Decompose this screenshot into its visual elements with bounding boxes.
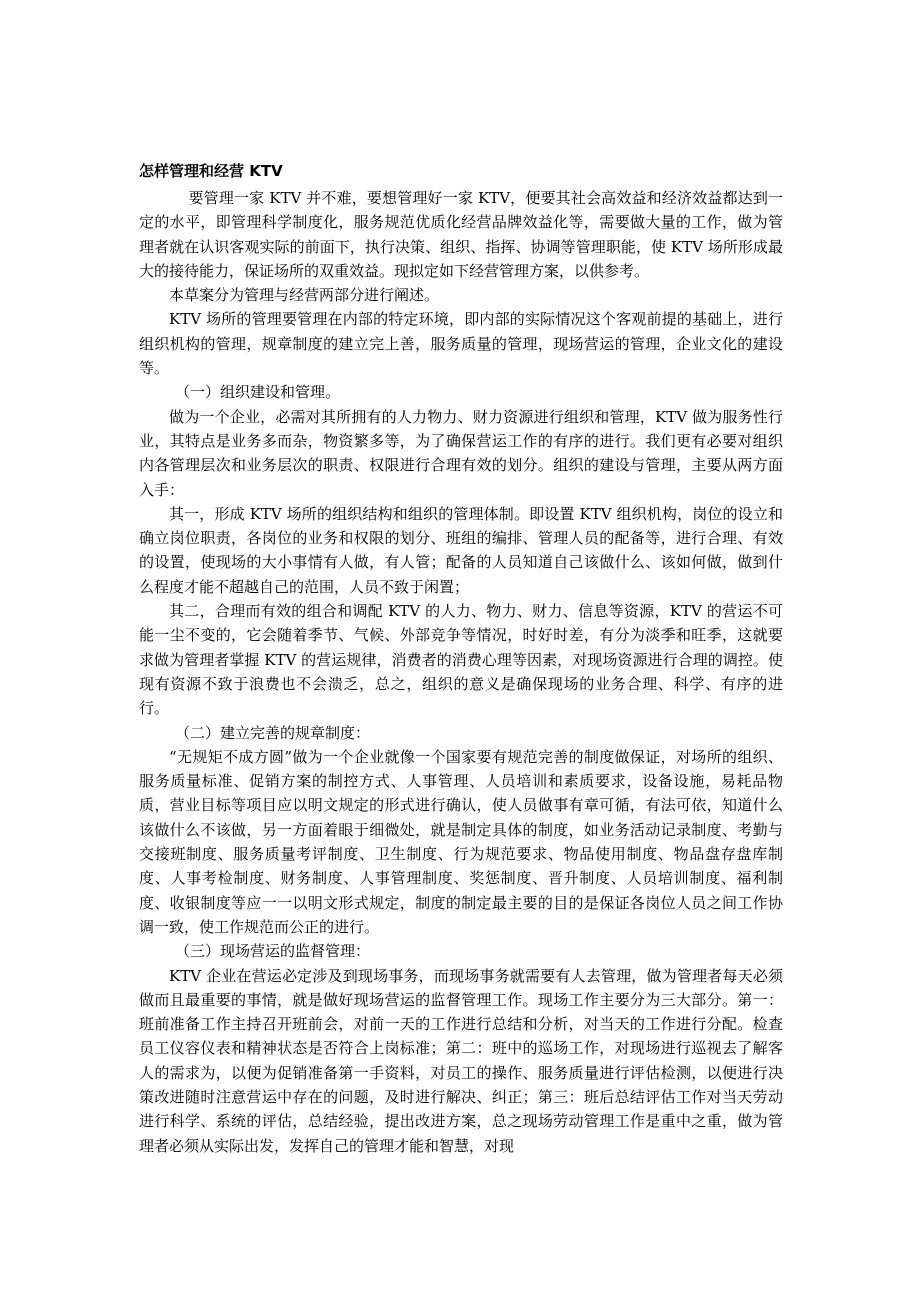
document-page [139, 160, 783, 1158]
paragraph-first-point: 其一，形成 KTV 场所的组织结构和组织的管理体制。即设置 KTV 组织机构，岗位的设立和确立岗位职责，各岗位的业务和权限的划分、班组的编排、管理人员的配备等，进行合理、有效的设置，使现场的大小事情有人做，有人管；配备的人员知道自己该做什么、该如何做，做到什么程度才能不超越自己的范围，人员不致于闲置； [139, 504, 783, 596]
section-heading-supervision: （三）现场营运的监督管理： [175, 942, 371, 961]
section-heading-organization: （一）组织建设和管理。 [175, 383, 341, 402]
paragraph-rules: “无规矩不成方圆”做为一个企业就像一个国家要有规范完善的制度做保证，对场所的组织、服务质量标准、促销方案的制控方式、人事管理、人员培训和素质要求，设备设施，易耗品物质，营业目标等项目应以明文规定的形式进行确认，使人员做事有章可循，有法可依，知道什么该做什么不该做，另一方面着眼于细微处，就是制定具体的制度，如业务活动记录制度、考勤与交接班制度、服务质量考评制度、卫生制度、行为规范要求、物品使用制度、物品盘存盘库制度、人事考检制度、财务制度、人事管理制度、奖惩制度、晋升制度、人员培训制度、福利制度、收银制度等应一一以明文形式规定，制度的制定最主要的目的是保证各岗位人员之间工作协调一致，使工作规范而公正的进行。 [139, 747, 783, 936]
paragraph-supervision: KTV 企业在营运必定涉及到现场事务，而现场事务就需要有人去管理，做为管理者每天必须做而且最重要的事情，就是做好现场营运的监督管理工作。现场工作主要分为三大部分。第一：班前准备工作主持召开班前会，对前一天的工作进行总结和分析，对当天的工作进行分配。检查员工仪容仪表和精神状态是否符合上岗标准；第二：班中的巡场工作，对现场进行巡视去了解客人的需求为，以便为促销准备第一手资料，对员工的操作、服务质量进行评估检测，以便进行决策改进随时注意营运中存在的问题，及时进行解决、纠正；第三：班后总结评估工作对当天劳动进行科学、系统的评估，总结经验，提出改进方案，总之现场劳动管理工作是重中之重，做为管理者必须从实际出发，发挥自己的管理才能和智慧，对现 [139, 966, 783, 1155]
section-heading-rules: （二）建立完善的规章制度： [175, 723, 371, 742]
document-title: 怎样管理和经营 KTV [139, 162, 283, 180]
paragraph-intro: 要管理一家 KTV 并不难，要想管理好一家 KTV，便要其社会高效益和经济效益都达到一定的水平，即管理科学制度化，服务规范优质化经营品牌效益化等，需要做大量的工作，做为管理者就在认识客观实际的前面下，执行决策、组织、指挥、协调等管理职能，使 KTV 场所形成最大的接待能力，保证场所的双重效益。现拟定如下经营管理方案，以供参考。 [139, 189, 783, 280]
paragraph-scope: 本草案分为管理与经营两部分进行阐述。 [169, 286, 440, 305]
paragraph-second-point: 其二，合理而有效的组合和调配 KTV 的人力、物力、财力、信息等资源，KTV 的营运不可能一尘不变的，它会随着季节、气候、外部竞争等情况，时好时差，有分为淡季和旺季，这就要求做为管理者掌握 KTV 的营运规律，消费者的消费心理等因素，对现场资源进行合理的调控。使现有资源不致于浪费也不会溃乏，总之，组织的意义是确保现场的业务合理、科学、有序的进行。 [139, 602, 783, 718]
paragraph-organization: 做为一个企业，必需对其所拥有的人力物力、财力资源进行组织和管理，KTV 做为服务性行业，其特点是业务多而杂，物资繁多等，为了确保营运工作的有序的进行。我们更有必要对组织内各管理层次和业务层次的职责、权限进行合理有效的划分。组织的建设与管理，主要从两方面入手： [139, 407, 783, 499]
paragraph-management-overview: KTV 场所的管理要管理在内部的特定环境，即内部的实际情况这个客观前提的基础上，进行组织机构的管理，规章制度的建立完上善，服务质量的管理，现场营运的管理，企业文化的建设等。 [139, 310, 783, 378]
